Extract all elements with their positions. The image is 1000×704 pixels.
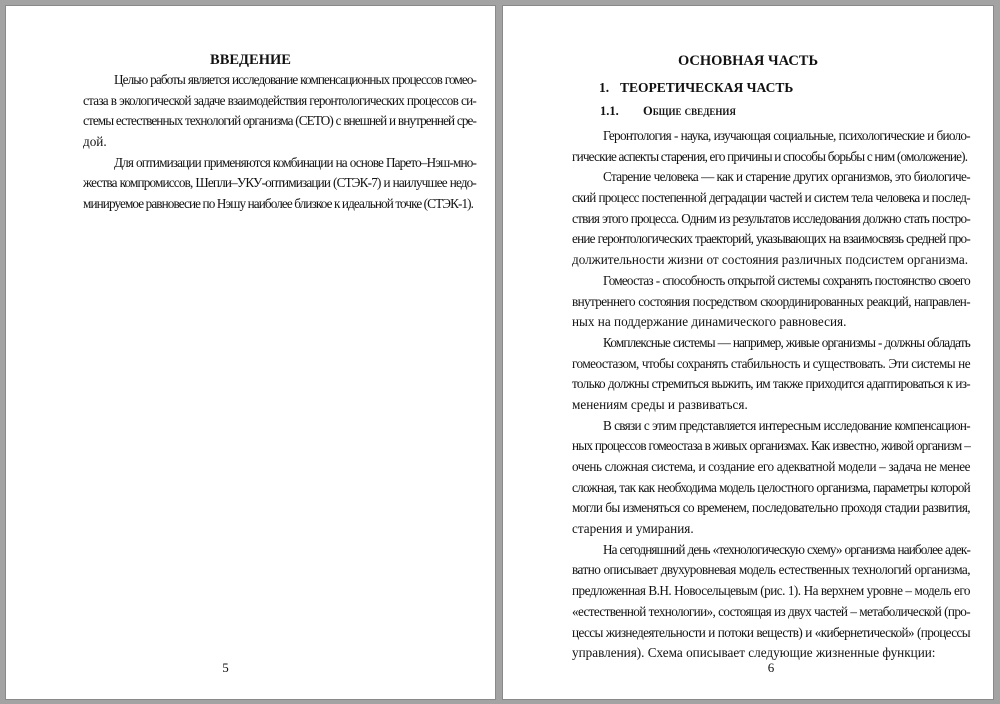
text-line: ных процессов гомеостаза в живых организмах. Как известно, живой организм – [572, 438, 970, 454]
text-line: В связи с этим представляется интересным исследование компенсацион- [603, 417, 970, 433]
subsection-heading: Общие сведения [643, 104, 736, 118]
text-line: стемы естественных технологий организма (СЕТО) с внешней и внутренней сре- [83, 113, 476, 129]
page-body [83, 70, 476, 215]
text-line: только должны стремиться выжить, им также приходится адаптироваться к из- [572, 376, 970, 392]
text-line: ский процесс постепенной деградации частей и систем тела человека и послед- [572, 190, 970, 206]
text-line: сложная, так как необходима модель целостного организма, параметры которой [572, 479, 970, 495]
page-number: 6 [767, 660, 775, 675]
section-heading: ТЕОРЕТИЧЕСКАЯ ЧАСТЬ [620, 80, 794, 95]
text-line: предложенная В.Н. Новосельцевым (рис. 1). На верхнем уровне – модель его [572, 583, 970, 599]
text-line: могли бы изменяться со временем, последовательно проходя стадии развития, [572, 500, 970, 516]
paragraph [572, 126, 970, 167]
paragraph [572, 416, 970, 540]
text-line: На сегодняшний день «технологическую схему» организма наиболее адек- [603, 541, 970, 557]
text-line: очень сложная система, и создание его адекватной модели – задача не менее [572, 459, 970, 474]
text-line: Старение человека — как и старение других организмов, это биологиче- [603, 169, 970, 185]
page-number: 5 [222, 660, 229, 675]
text-line: Комплексные системы — например, живые организмы - должны обладать [603, 334, 970, 350]
text-line: ватно описывает двухуровневая модель естественных технологий организма, [572, 562, 970, 578]
text-line: Целью работы является исследование компенсационных процессов гомео- [114, 72, 476, 87]
section-number: 1. [599, 80, 610, 95]
page-6 [502, 5, 994, 700]
text-line: управления). Схема описывает следующие жизненные функции: [572, 645, 936, 661]
text-line: ствия этого процесса. Одним из результатов исследования должно стать постро- [572, 210, 970, 226]
text-line: Геронтология - наука, изучающая социальные, психологические и биоло- [603, 128, 970, 143]
text-line: цессы жизнедеятельности и потоки веществ) и «кибернетической» (процессы [572, 624, 970, 640]
text-line: дой. [83, 134, 107, 150]
text-line: гомеостазом, чтобы сохранять стабильность и существовать. Эти системы не [572, 355, 970, 371]
page-5 [5, 5, 496, 700]
text-line: минируемое равновесие по Нэшу наиболее близкое к идеальной точке (СТЭК-1). [83, 196, 474, 212]
paragraph [572, 167, 970, 270]
page-title: ВВЕДЕНИЕ [210, 52, 291, 68]
page-title: ОСНОВНАЯ ЧАСТЬ [677, 53, 819, 69]
text-line: стаза в экологической задаче взаимодействия геронтологических процессов си- [83, 92, 476, 108]
text-line: старения и умирания. [572, 521, 694, 537]
text-line: «естественной технологии», состоящая из двух частей – метаболической (про- [572, 603, 970, 619]
text-line: должительности жизни от состояния различных подсистем организма. [572, 252, 968, 268]
text-line: внутреннего состояния посредством скоординированных реакций, направлен- [572, 293, 970, 309]
text-line: ение геронтологических траекторий, указывающих на взаимосвязь средней про- [572, 231, 970, 247]
text-line: менениям среды и развиваться. [572, 396, 748, 412]
paragraph [83, 153, 476, 215]
paragraph [572, 540, 970, 664]
text-line: Для оптимизации применяются комбинации на основе Парето–Нэш-мно- [114, 154, 476, 170]
paragraph [83, 70, 476, 153]
text-line: гические аспекты старения, его причины и способы борьбы с ним (омоложение). [572, 148, 968, 164]
text-line: жества компромиссов, Шепли–УКУ-оптимизации (СТЭК-7) и наилучшее недо- [83, 175, 476, 191]
text-line: ных на поддержание динамического равновесия. [572, 314, 847, 330]
subsection-number: 1.1. [600, 104, 619, 118]
paragraph [572, 333, 970, 416]
paragraph [572, 271, 970, 333]
page-body [572, 126, 970, 664]
text-line: Гомеостаз - способность открытой системы сохранять постоянство своего [603, 272, 970, 288]
